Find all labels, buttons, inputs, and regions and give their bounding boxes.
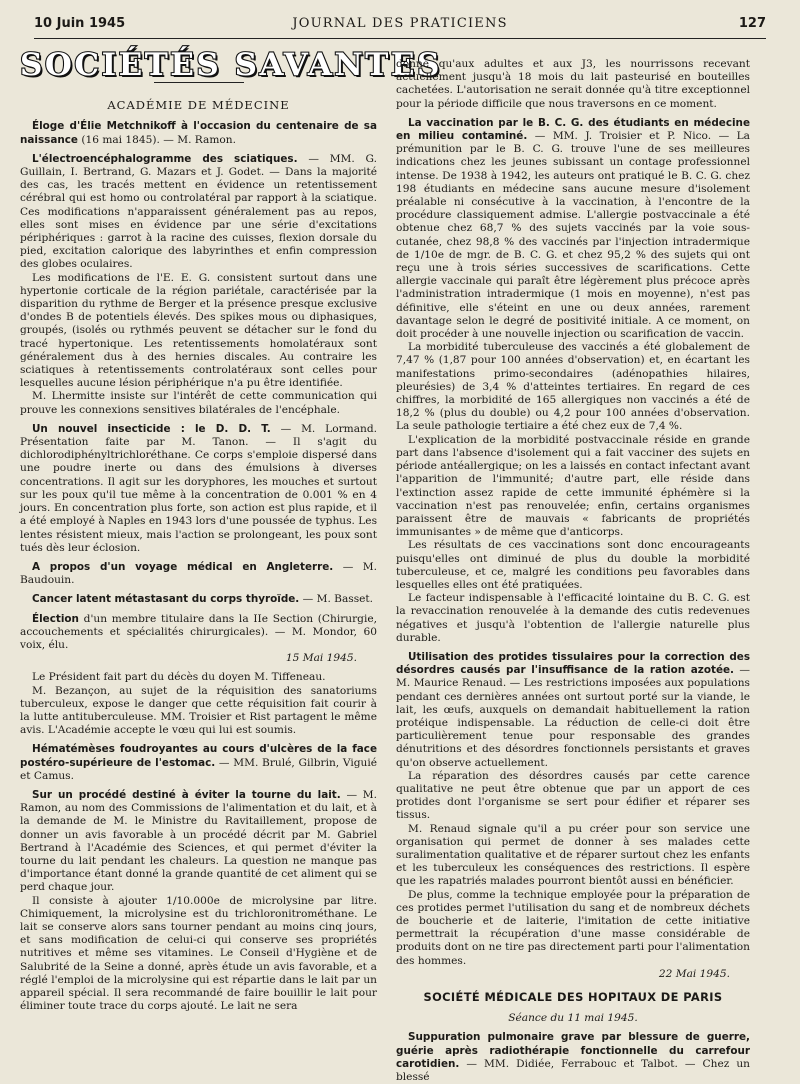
paragraph: Utilisation des protides tissulaires pour la correction des désordres causés par l'insuffisance de la ration azotée. — M. Maurice Renaud. — Les restrictions imposées aux populations pendant ces dernières années ont surtout porté sur la viande, le lait, les œufs, auxquels on demandait habituellement la ration protéique indispensable. La réduction de celle-ci doit être particulièrement tenue pour responsable des grandes dénutritions et des désordres fonctionnels persistants et graves qu'on observe actuellement. (396, 650, 750, 769)
paragraph: L'électroencéphalogramme des sciatiques. — MM. G. Guillain, I. Bertrand, G. Mazars et J. Godet. — Dans la majorité des cas, les tracés mettent en évidence un retentissement cérébral qui est homo ou controlatéral par rapport à la sciatique. Ces modifications n'apparaissent généralement pas au repos, elles sont mises en évidence par une série d'excitations périphériques : garrot à la racine des cuisses, flexion dorsale du pied, excitation calorique des labyrinthes et enfin compression des globes oculaires. (20, 152, 377, 271)
page-number: 127 (738, 16, 766, 31)
paragraph: Éloge d'Élie Metchnikoff à l'occasion du centenaire de sa naissance (16 mai 1845). — M. Ramon. (20, 120, 377, 146)
societe-heading: SOCIÉTÉ MÉDICALE DES HOPITAUX DE PARIS (423, 990, 723, 1005)
paragraph: De plus, comme la technique employée pour la préparation de ces protides permet l'utilisation du sang et de nombreux déchets de boucherie et de laiterie, l'imitation de cette initiative permettrait la récupération d'une masse considérable de produits dont on ne tire pas directement parti pour l'alimentation des hommes. (396, 888, 750, 967)
paragraph: La vaccination par le B. C. G. des étudiants en médecine en milieu contaminé. — MM. J. Troisier et P. Nico. — La prémunition par le B. C. G. trouve l'une de ses meilleures indications chez les jeunes subissant un contage professionnel intense. De 1938 à 1942, les auteurs ont pratiqué le B. C. G. chez 198 étudiants en médecine sans aucune mesure d'isolement préalable ni consécutive à la vaccination, à l'encontre de la procédure classiquement admise. L'allergie postvaccinale a été obtenue chez 68,7 % des sujets vaccinés par la voie sous-cutanée, chez 98,8 % des vaccinés par l'injection intradermique de 1/10e de mgr. de B. C. G. et chez 95,2 % des sujets qui ont reçu une à trois séries successives de scarifications. Cette allergie vaccinale qui paraît être légèrement plus précoce après l'administration intradermique (1 mois en moyenne), n'est pas définitive, elle s'éteint en une ou deux années, rarement davantage selon le degré de positivité initiale. A ce moment, on doit procéder à une nouvelle injection ou scarification de vaccin. (396, 116, 750, 341)
paragraph: L'explication de la morbidité postvaccinale réside en grande part dans l'absence d'isolement qui a fait vacciner des sujets en période antéallergique; on les a laissés en contact infectant avant l'apparition de l'immunité; d'autre part, elle réside dans l'extinction assez rapide de cette immunité éphémère si la vaccination n'est pas renouvelée; enfin, certains organismes paraissent être de mauvais « fabricants de propriétés immunisantes » de même que d'anticorps. (396, 433, 750, 539)
paragraph: Il consiste à ajouter 1/10.000e de microlysine par litre. Chimiquement, la microlysine est du trichloronitrométhane. Le lait se conserve alors sans tourner pendant au moins cinq jours, et sans modification de celui-ci qui conserve ses propriétés nutritives et même ses vitamines. Le Conseil d'Hygiène et de Salubrité de la Seine a donné, après étude un avis favorable, et a réglé l'emploi de la microlysine qui est répartie dans le lait par un appareil spécial. Il sera recommandé de faire bouillir le lait pour éliminer toute trace du corps ajouté. Le lait ne sera (20, 894, 377, 1013)
paragraph: A propos d'un voyage médical en Angleterre. — M. Baudouin. (20, 560, 377, 587)
issue-date: 10 Juin 1945 (34, 16, 126, 31)
paragraph: Les résultats de ces vaccinations sont donc encourageants puisqu'elles ont diminué de plus du double la morbidité tuberculeuse, et ce, malgré les conditions peu favorables dans lesquelles elles ont été pratiquées. (396, 539, 750, 591)
paragraph: Les modifications de l'E. E. G. consistent surtout dans une hypertonie corticale de la région pariétale, caractérisée par la disparition du rythme de Berger et la présence presque exclusive d'ondes B de potentiels élevés. Des spikes mous ou diphasiques, groupés, (isolés ou rythmés peuvent se détacher sur le fond du tracé hypertonique. Les retentissements homolatéraux sont généralement dus à des hernies discales. Au contraire les sciatiques à retentissements controlatéraux sont celles pour lesquelles aucune lésion périphérique n'a pu être identifiée. (20, 271, 377, 390)
header-rule (34, 38, 766, 39)
session-date: 15 Mai 1945. (285, 652, 357, 665)
seance-date: Séance du 11 mai 1945. (508, 1012, 638, 1025)
paragraph: Le Président fait part du décès du doyen M. Tiffeneau. (32, 671, 326, 684)
paragraph: Le facteur indispensable à l'efficacité lointaine du B. C. G. est la revaccination renouvelée à la demande des cutis redevenues négatives et jusqu'à l'obtention de l'allergie naturelle plus durable. (396, 592, 750, 644)
paragraph: Suppuration pulmonaire grave par blessure de guerre, guérie après radiothérapie fonctionnelle du carrefour carotidien. — MM. Didiée, Ferrabouc et Talbot. — Chez un blessé (396, 1031, 750, 1084)
paragraph: M. Renaud signale qu'il a pu créer pour son service une organisation qui permet de donner à ses malades cette suralimentation qualitative et de réparer surtout chez les enfants et les tuberculeux les conséquences des restrictions. Il espère que les rapatriés malades pourront bientôt aussi en bénéficier. (396, 822, 750, 888)
page-header (34, 16, 766, 38)
right-column (396, 58, 750, 1084)
paragraph: Sur un procédé destiné à éviter la tourne du lait. — M. Ramon, au nom des Commissions de l'alimentation et du lait, et à la demande de M. le Ministre du Ravitaillement, propose de donner un avis favorable à un procédé décrit par M. Gabriel Bertrand à l'Académie des Sciences, et qui permet d'éviter la tourne du lait pendant les chaleurs. La question ne manque pas d'importance étant donné la grande quantité de cet aliment qui se perd chaque jour. (20, 788, 378, 894)
paragraph: Hématémèses foudroyantes au cours d'ulcères de la face postéro-supérieure de l'estomac. — MM. Brulé, Gilbrin, Viguié et Camus. (20, 743, 378, 782)
paragraph: M. Lhermitte insiste sur l'intérêt de cette communication qui prouve les connexions sensitives bilatérales de l'encéphale. (20, 390, 377, 416)
paragraph: Élection d'un membre titulaire dans la IIe Section (Chirurgie, accouchements et spécialités chirurgicales). — M. Mondor, 60 voix, élu. (20, 612, 377, 651)
paragraph: donné qu'aux adultes et aux J3, les nourrissons recevant actuellement jusqu'à 18 mois du lait pasteurisé en bouteilles cachetées. L'autorisation ne serait donnée qu'à titre exceptionnel pour la période difficile que nous traversons en ce moment. (396, 58, 750, 110)
session-date: 22 Mai 1945. (658, 967, 730, 980)
section-banner: SOCIÉTÉS SAVANTES (20, 47, 442, 83)
left-column (20, 47, 442, 1013)
paragraph: Un nouvel insecticide : le D. D. T. — M. Lormand. Présentation faite par M. Tanon. — Il s'agit du dichlorodiphényltrichloréthane. Ce corps s'emploie dispersé dans une poudre inerte ou dans des émulsions à diverses concentrations. Il agit sur les doryphores, les mouches et surtout sur les poux qu'il tue même à la concentration de 0.001 % en 4 jours. En concentration plus forte, son action est plus rapide, et il a été employé à Naples en 1943 lors d'une poussée de typhus. Les lentes résistent mieux, mais l'action se prolongeant, les poux sont tués dès leur éclosion. (20, 422, 378, 554)
paragraph: La morbidité tuberculeuse des vaccinés a été globalement de 7,47 % (1,87 pour 100 années d'observation) et, en écartant les manifestations primo-secondaires (adénopathies hilaires, pleurésies) de 3,4 % d'atteintes tertiaires. En regard de ces chiffres, la morbidité de 165 allergiques non vaccinés a été de 18,2 % (plus du double) ou 4,2 pour 100 années d'observation. La seule pathologie tertiaire a été chez eux de 7,4 %. (396, 341, 750, 433)
academie-heading: ACADÉMIE DE MÉDECINE (107, 98, 290, 113)
paragraph: M. Bezançon, au sujet de la réquisition des sanatoriums tuberculeux, expose le danger que cette réquisition fait courir à la lutte antituberculeuse. MM. Troisier et Rist partagent le même avis. L'Académie accepte le vœu qui lui est soumis. (20, 684, 377, 737)
journal-title: JOURNAL DES PRATICIENS (292, 16, 508, 31)
paragraph: La réparation des désordres causés par cette carence qualitative ne peut être obtenue que par un apport de ces protides dont l'organisme se sert pour édifier et réparer ses tissus. (396, 769, 750, 822)
paragraph: Cancer latent métastasant du corps thyroïde. — M. Basset. (32, 593, 374, 606)
